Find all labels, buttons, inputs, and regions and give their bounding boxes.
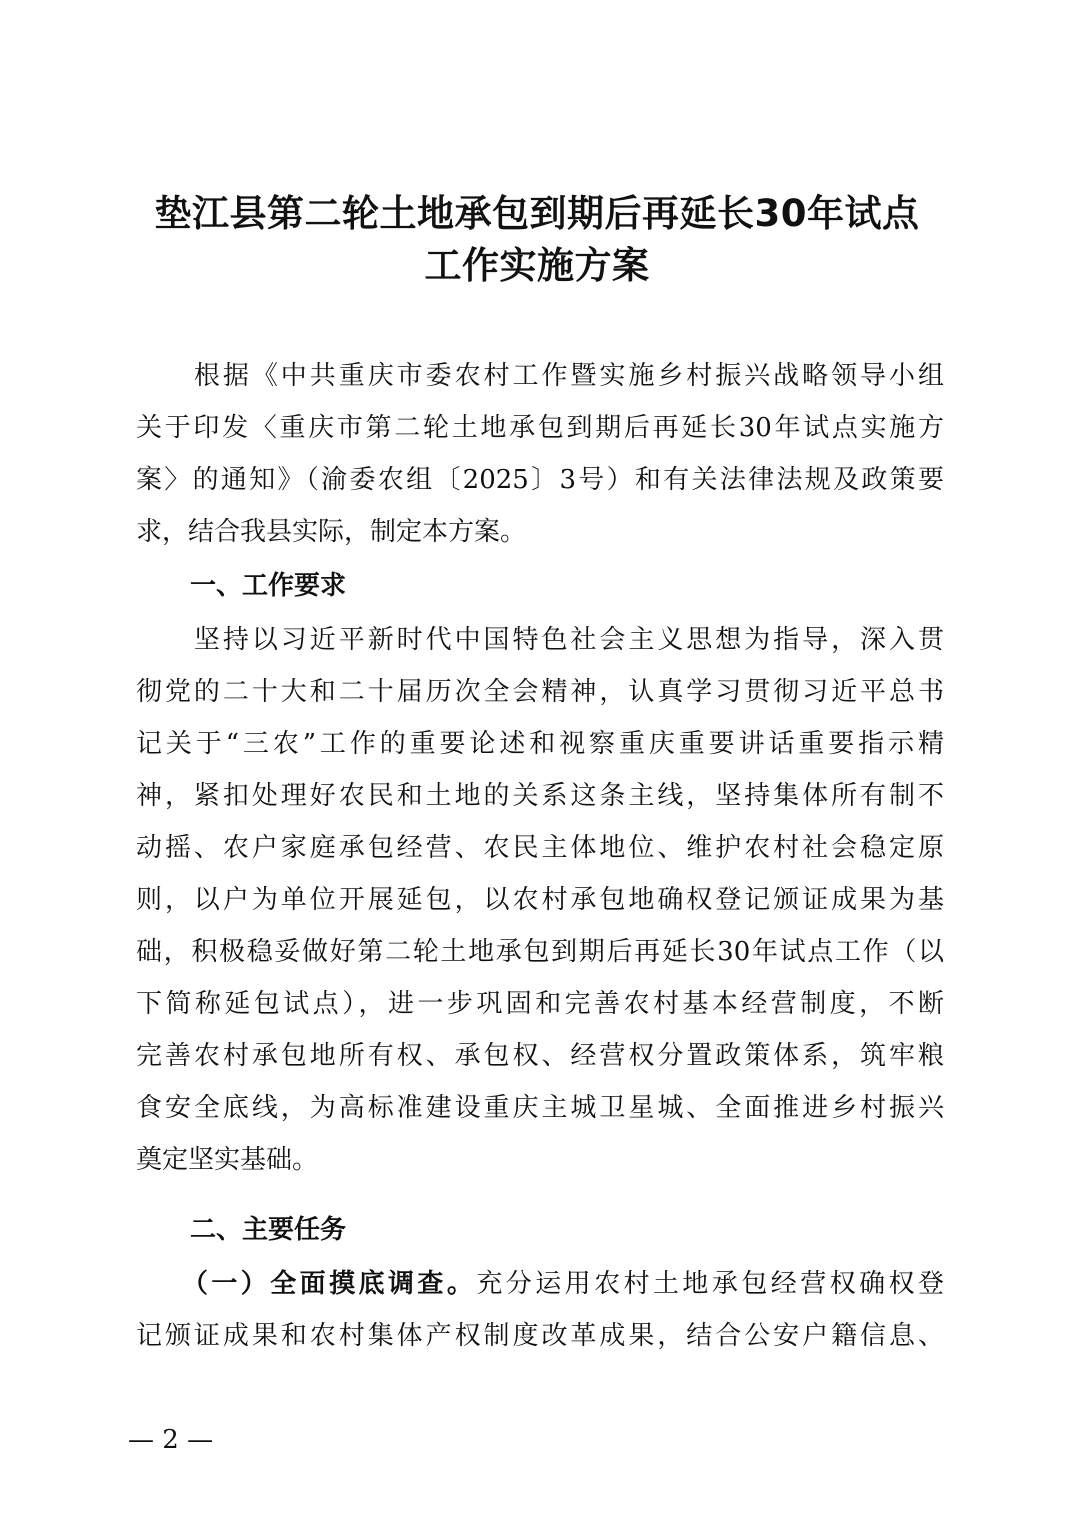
section1-line-1: 坚持以习近平新时代中国特色社会主义思想为指导，深入贯	[136, 625, 944, 655]
section1-line-6: 则，以户为单位开展延包，以农村承包地确权登记颁证成果为基	[136, 885, 944, 915]
page-number: — 2 —	[128, 1425, 214, 1455]
intro-line-2: 关于印发〈重庆市第二轮土地承包到期后再延长30年试点实施方	[136, 413, 944, 443]
task1-label: （一）全面摸底调查。	[136, 1269, 477, 1299]
task1-line-1	[136, 1258, 944, 1310]
intro-line-3: 案〉的通知》（渝委农组〔2025〕3号）和有关法律法规及政策要	[136, 465, 944, 495]
section1-line-4: 神，紧扣处理好农民和土地的关系这条主线，坚持集体所有制不	[136, 781, 944, 811]
section-heading-1: 一、工作要求	[190, 571, 347, 601]
section1-line-2: 彻党的二十大和二十届历次全会精神，认真学习贯彻习近平总书	[136, 677, 944, 707]
document-title-line-2: 工作实施方案	[424, 244, 650, 287]
task1-line-2: 记颁证成果和农村集体产权制度改革成果，结合公安户籍信息、	[136, 1321, 944, 1351]
task1-line-1-text: 充分运用农村土地承包经营权确权登	[476, 1269, 944, 1299]
section1-line-11: 奠定坚实基础。	[136, 1145, 319, 1175]
intro-line-4: 求，结合我县实际，制定本方案。	[136, 517, 527, 547]
section1-line-8: 下简称延包试点），进一步巩固和完善农村基本经营制度，不断	[136, 989, 944, 1019]
section1-line-5: 动摇、农户家庭承包经营、农民主体地位、维护农村社会稳定原	[136, 833, 944, 863]
section1-line-3: 记关于“三农”工作的重要论述和视察重庆重要讲话重要指示精	[136, 729, 944, 759]
section-heading-2: 二、主要任务	[190, 1215, 347, 1245]
document-title-line-1: 垫江县第二轮土地承包到期后再延长30年试点	[154, 192, 920, 235]
intro-line-1: 根据《中共重庆市委农村工作暨实施乡村振兴战略领导小组	[136, 361, 944, 391]
section1-line-7: 础，积极稳妥做好第二轮土地承包到期后再延长30年试点工作（以	[136, 937, 944, 967]
section1-line-9: 完善农村承包地所有权、承包权、经营权分置政策体系，筑牢粮	[136, 1041, 944, 1071]
section1-line-10: 食安全底线，为高标准建设重庆主城卫星城、全面推进乡村振兴	[136, 1093, 944, 1123]
